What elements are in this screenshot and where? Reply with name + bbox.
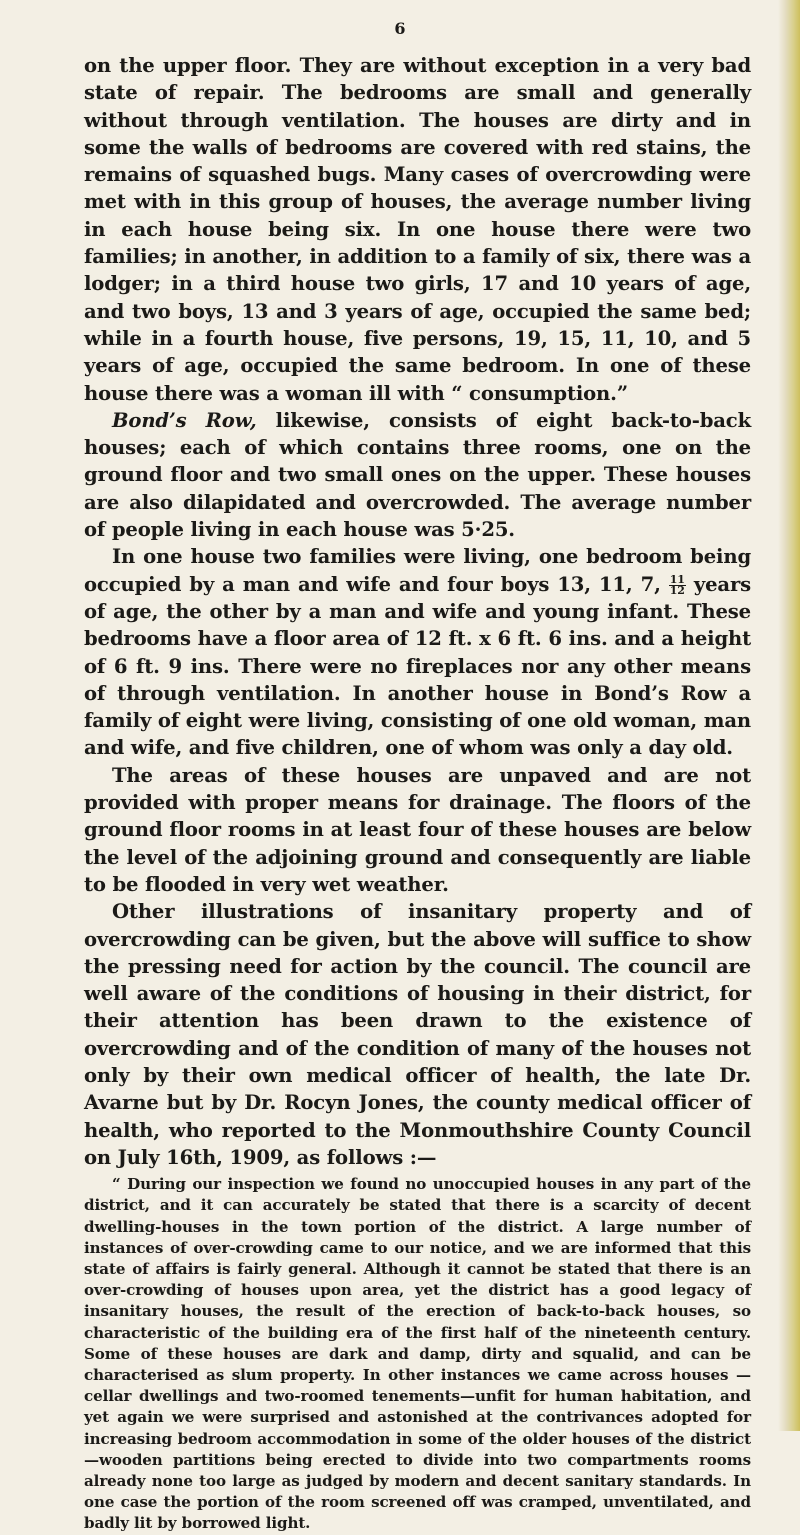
paragraph-upper-floor: on the upper floor. They are without exception in a very bad state of repair. The bedrooms are small and generally without through ventilation. The houses are dirty and in some the walls of bedrooms are covered with red stains, the remains of squashed bugs. Many cases of overcrowding were met with in this group of houses, the average number living in each house being six. In one house there were two families; in another, in addition to a family of six, there was a lodger; in a third house two girls, 17 and 10 years of age, and two boys, 13 and 3 years of age, occupied the same bed; while in a fourth house, five persons, 19, 15, 11, 10, and 5 years of age, occupied the same bedroom. In one of these house there was a woman ill with “ consumption.”: [84, 54, 751, 405]
two-families-text-after: years of age, the other by a man and wife and young infant. These bedrooms have a floor area of 12 ft. x 6 ft. 6 ins. and a height of 6 ft. 9 ins. There were no fireplaces nor any other means of through ventilation. In another house in Bond’s Row a family of eight were living, consisting of one old woman, man and wife, and five children, one of whom was only a day old.: [84, 572, 752, 760]
fraction-numerator: 11: [669, 572, 685, 586]
paragraph-bonds-row: [84, 407, 751, 543]
page-body: [84, 52, 751, 1535]
page-edge-discoloration: [778, 0, 800, 1431]
fraction-denominator: 12: [669, 583, 685, 597]
paragraph-two-families: [84, 543, 751, 761]
page-number: 6: [394, 19, 406, 38]
fraction-eleven-twelfths: [669, 572, 686, 597]
quoted-report: “ During our inspection we found no unoccupied houses in any part of the district, and it can accurately be stated that there is a scarcity of decent dwelling-houses in the town portion of the district. A large number of instances of over-crowding came to our notice, and we are informed that this state of affairs is fairly general. Although it cannot be stated that there is an over-crowding of houses upon area, yet the district has a good legacy of insanitary houses, the result of the erection of back-to-back houses, so characteristic of the building era of the first half of the nineteenth century. Some of these houses are dark and damp, dirty and squalid, and can be characterised as slum property. In other instances we came across houses —cellar dwellings and two-roomed tenements—unfit for human habitation, and yet again we were surprised and astonished at the contrivances adopted for increasing bedroom accommodation in some of the older houses of the district—wooden partitions being erected to divide into two compartments rooms already none too large as judged by modern and decent sanitary standards. In one case the portion of the room screened off was cramped, unventilated, and badly lit by borrowed light.: [84, 1175, 751, 1533]
paragraph-areas-unpaved: The areas of these houses are unpaved and are not provided with proper means for drainage. The floors of the ground floor rooms in at least four of these houses are below the level of the adjoining ground and consequently are liable to be flooded in very wet weather.: [84, 763, 751, 896]
paragraph-other-illustrations: Other illustrations of insanitary property and of overcrowding can be given, but the above will suffice to show the pressing need for action by the council. The council are well aware of the conditions of housing in their district, for their attention has been drawn to the existence of overcrowding and of the condition of many of the houses not only by their own medical officer of health, the late Dr. Avarne but by Dr. Rocyn Jones, the county medical officer of health, who reported to the Monmouthshire County Council on July 16th, 1909, as follows :—: [84, 900, 751, 1169]
bonds-row-heading: Bond’s Row,: [112, 408, 257, 432]
bonds-row-text: likewise, consists of eight back-to-back houses; each of which contains three rooms, one on the ground floor and two small ones on the upper. These houses are also dilapidated and overcrowded. The average number of people living in each house was 5·25.: [84, 408, 751, 542]
two-families-text-before: In one house two families were living, one bedroom being occupied by a man and wife and four boys 13, 11, 7,: [84, 545, 751, 596]
